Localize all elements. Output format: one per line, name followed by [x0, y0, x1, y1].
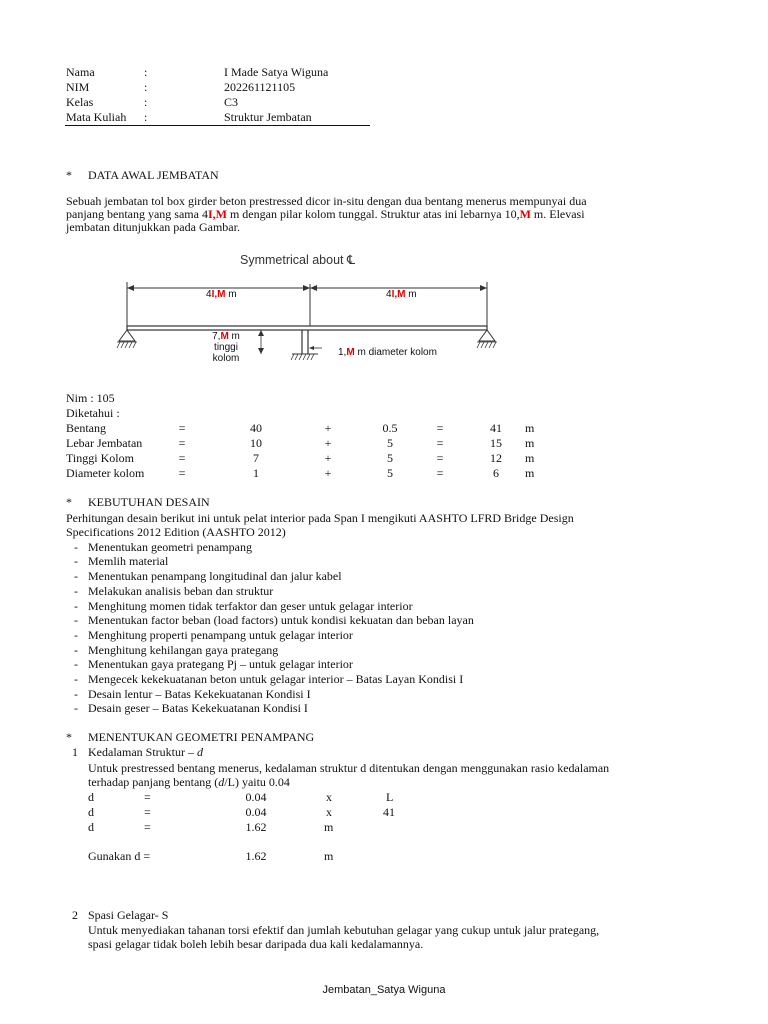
height-text: m [228, 331, 240, 342]
list-item: Memlih material [88, 554, 169, 568]
given-eq: = [178, 436, 186, 450]
sub1-number: 1 [72, 745, 78, 759]
given-a: 7 [253, 451, 259, 465]
gunakan-unit: m [324, 849, 334, 863]
calc-op: m [324, 820, 334, 834]
calc-a: 0.04 [245, 805, 267, 819]
para-text: m. Elevasi [530, 207, 585, 221]
column-hatch-icon [291, 354, 314, 360]
para-red-var: M [519, 207, 531, 221]
sub1-para-text: terhadap panjang bentang ( [88, 775, 219, 789]
given-op: + [324, 466, 332, 480]
value-nama: I Made Satya Wiguna [224, 65, 329, 79]
given-b: 0.5 [382, 421, 398, 435]
span-text: 4 [386, 289, 392, 300]
given-eq2: = [436, 436, 444, 450]
given-eq2: = [436, 451, 444, 465]
section1-para-line3: jembatan ditunjukkan pada Gambar. [66, 220, 240, 234]
given-result: 41 [490, 421, 502, 435]
list-item: Menghitung properti penampang untuk gelagar interior [88, 628, 353, 642]
list-item: Menentukan penampang longitudinal dan jalur kabel [88, 569, 342, 583]
height-arrow-down-icon [258, 348, 264, 354]
calc-a: 0.04 [245, 790, 267, 804]
span-red-var: I,M [391, 289, 406, 300]
list-dash: - [74, 540, 78, 554]
sub2-para-line2: spasi gelagar tidak boleh lebih besar daripada dua kali kedalamannya. [88, 937, 424, 951]
calc-var: d [88, 820, 94, 834]
value-kelas: C3 [224, 95, 239, 109]
span-text: 4 [206, 289, 212, 300]
given-eq: = [178, 451, 186, 465]
label-nama: Nama [66, 65, 95, 79]
list-dash: - [74, 613, 78, 627]
diagram-title: Symmetrical about ℄ [240, 253, 356, 267]
sub2-title: Spasi Gelagar- S [88, 908, 169, 922]
section3-title: MENENTUKAN GEOMETRI PENAMPANG [88, 730, 315, 744]
given-unit: m [525, 421, 535, 435]
given-b: 5 [387, 466, 393, 480]
given-eq2: = [436, 421, 444, 435]
given-unit: m [525, 466, 535, 480]
given-op: + [324, 421, 332, 435]
section2-title: KEBUTUHAN DESAIN [88, 495, 210, 509]
given-label: Lebar Jembatan [66, 436, 143, 450]
section1-title: DATA AWAL JEMBATAN [88, 168, 219, 182]
given-unit: m [525, 436, 535, 450]
height-text: 7, [212, 331, 221, 342]
para-text: panjang bentang yang sama 4 [66, 207, 208, 221]
calc-eq: = [144, 820, 151, 834]
given-result: 12 [490, 451, 502, 465]
para-text: m dengan pilar kolom tunggal. Struktur atas ini lebarnya 10, [226, 207, 520, 221]
value-nim: 202261121105 [224, 80, 296, 94]
list-dash: - [74, 687, 78, 701]
list-dash: - [74, 554, 78, 568]
list-dash: - [74, 701, 78, 715]
height-red-var: M [220, 331, 229, 342]
diameter-text: m diameter kolom [354, 347, 437, 358]
value-matkul: Struktur Jembatan [224, 110, 312, 124]
gunakan-value: 1.62 [245, 849, 267, 863]
list-item: Menentukan geometri penampang [88, 540, 252, 554]
given-b: 5 [387, 451, 393, 465]
calc-var: d [88, 805, 94, 819]
section1-para-line1: Sebuah jembatan tol box girder beton prestressed dicor in-situ dengan dua bentang menerus mempunyai dua [66, 194, 587, 208]
label-nim: NIM [66, 80, 90, 94]
given-unit: m [525, 451, 535, 465]
right-support-icon [479, 330, 495, 341]
sub1-para-text: /L) yaitu 0.04 [224, 775, 290, 789]
list-dash: - [74, 672, 78, 686]
given-label: Bentang [66, 421, 106, 435]
calc-b: 41 [383, 805, 395, 819]
arrow-right-icon [480, 285, 487, 291]
diameter-red-var: M [346, 347, 355, 358]
given-eq: = [178, 466, 186, 480]
page-footer: Jembatan_Satya Wiguna [322, 984, 446, 996]
sub1-para-line2 [88, 775, 290, 790]
sep-matkul: : [144, 110, 148, 124]
height-line3: kolom [212, 353, 240, 364]
span-text: m [225, 289, 237, 300]
section1-bullet: * [66, 168, 72, 182]
sub1-title-var: d [196, 745, 203, 759]
given-label: Tinggi Kolom [66, 451, 134, 465]
sep-kelas: : [144, 95, 148, 109]
height-line1 [204, 331, 248, 342]
section2-bullet: * [66, 495, 72, 509]
sep-nama: : [144, 65, 148, 79]
arrow-left-icon [127, 285, 134, 291]
span-red-var: I,M [211, 289, 226, 300]
given-a: 1 [253, 466, 259, 480]
left-support-hatch-icon [117, 342, 137, 348]
column-diameter-label [338, 347, 437, 358]
list-dash: - [74, 569, 78, 583]
given-eq2: = [436, 466, 444, 480]
given-result: 15 [490, 436, 502, 450]
list-item: Menghitung momen tidak terfaktor dan geser untuk gelagar interior [88, 599, 413, 613]
sub1-title [88, 745, 203, 760]
calc-var: d [88, 790, 94, 804]
list-item: Mengecek kekekuatanan beton untuk gelagar interior – Batas Layan Kondisi I [88, 672, 464, 686]
list-item: Desain lentur – Batas Kekekuatanan Kondisi I [88, 687, 311, 701]
section2-intro-line1: Perhitungan desain berikut ini untuk pelat interior pada Span I mengikuti AASHTO LFRD Bridge Design [66, 511, 574, 525]
given-a: 40 [250, 421, 262, 435]
list-dash: - [74, 657, 78, 671]
sep-nim: : [144, 80, 148, 94]
list-dash: - [74, 584, 78, 598]
calc-eq: = [144, 790, 151, 804]
diameter-arrow-icon [309, 346, 314, 350]
span-text: m [405, 289, 417, 300]
label-matkul: Mata Kuliah [66, 110, 127, 124]
height-line2: tinggi [214, 342, 238, 353]
sub1-para-line1: Untuk prestressed bentang menerus, kedalaman struktur d ditentukan dengan menggunakan rasio kedalaman [88, 761, 610, 775]
list-dash: - [74, 599, 78, 613]
nim-line: Nim : 105 [66, 391, 115, 405]
calc-eq: = [144, 805, 151, 819]
sub1-para-var: d [218, 775, 225, 789]
list-item: Desain geser – Batas Kekekuatanan Kondisi I [88, 701, 308, 715]
given-op: + [324, 451, 332, 465]
calc-b: L [386, 790, 394, 804]
section2-intro-line2: Specifications 2012 Edition (AASHTO 2012) [66, 525, 286, 539]
diameter-text: 1, [338, 347, 347, 358]
arrow-mid-left-icon [303, 285, 310, 291]
right-span-label [386, 289, 417, 300]
right-support-hatch-icon [477, 342, 497, 348]
left-support-icon [119, 330, 135, 341]
list-dash: - [74, 643, 78, 657]
header-underline [65, 125, 370, 126]
list-item: Menghitung kehilangan gaya prategang [88, 643, 279, 657]
list-item: Menentukan factor beban (load factors) untuk kondisi kekuatan dan beban layan [88, 613, 474, 627]
given-op: + [324, 436, 332, 450]
diketahui-line: Diketahui : [66, 406, 120, 420]
arrow-mid-right-icon [310, 285, 317, 291]
label-kelas: Kelas [66, 95, 94, 109]
bridge-deck [127, 326, 487, 330]
list-item: Menentukan gaya prategang Pj – untuk gelagar interior [88, 657, 353, 671]
given-eq: = [178, 421, 186, 435]
given-a: 10 [250, 436, 262, 450]
given-result: 6 [493, 466, 499, 480]
height-arrow-up-icon [258, 330, 264, 336]
calc-op: x [326, 790, 332, 804]
sub2-number: 2 [72, 908, 78, 922]
calc-a: 1.62 [245, 820, 267, 834]
gunakan-label: Gunakan d = [88, 849, 151, 863]
section3-bullet: * [66, 730, 72, 744]
sub1-title-text: Kedalaman Struktur – [88, 745, 194, 759]
left-span-label [206, 289, 237, 300]
given-b: 5 [387, 436, 393, 450]
sub2-para-line1: Untuk menyediakan tahanan torsi efektif dan jumlah kebutuhan gelagar yang cukup untuk jalur prategang, [88, 923, 600, 937]
given-label: Diameter kolom [66, 466, 145, 480]
calc-op: x [326, 805, 332, 819]
list-item: Melakukan analisis beban dan struktur [88, 584, 274, 598]
column-height-label [204, 331, 248, 364]
list-dash: - [74, 628, 78, 642]
para-red-var: I,M [207, 207, 227, 221]
